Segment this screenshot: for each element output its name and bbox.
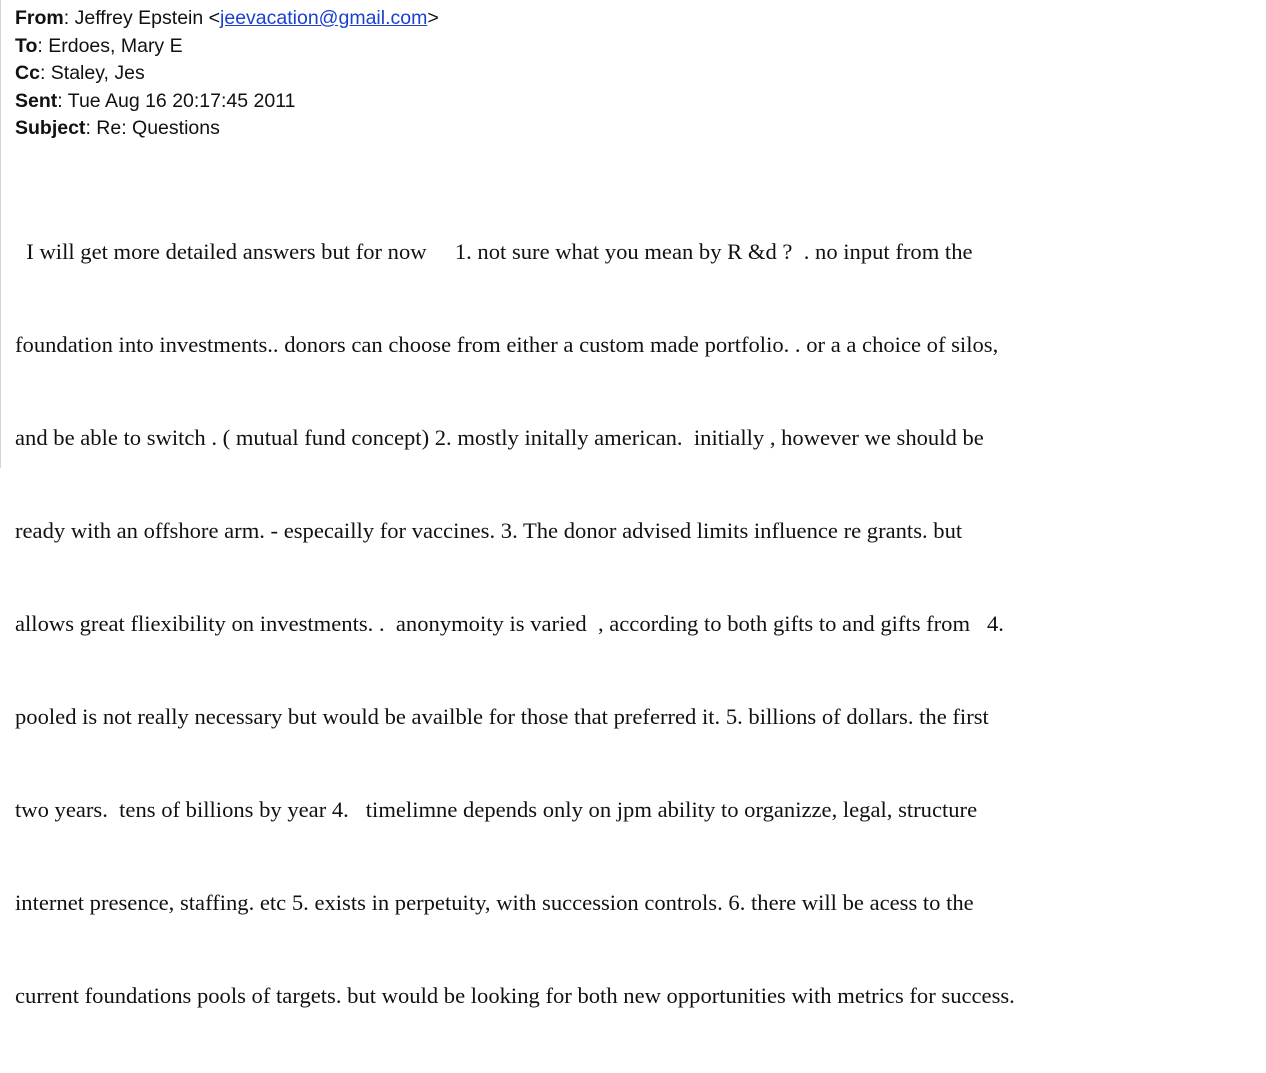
body-line: internet presence, staffing. etc 5. exists in perpetuity, with succession controls. 6. there will be acess to the: [15, 890, 974, 915]
to-row: To: Erdoes, Mary E: [15, 34, 183, 57]
from-row: From: Jeffrey Epstein <jeevacation@gmail.com>: [15, 7, 439, 29]
email-header: [15, 5, 439, 143]
from-name: Jeffrey Epstein <: [74, 7, 221, 29]
cc-row: Cc: Staley, Jes: [15, 62, 145, 84]
subject-value: Re: Questions: [96, 117, 220, 139]
subject-label: Subject: [15, 117, 86, 139]
body-line: ready with an offshore arm. - especailly for vaccines. 3. The donor advised limits influence re grants. but: [15, 518, 963, 543]
to-value: Erdoes, Mary E: [48, 34, 183, 57]
body-line: pooled is not really necessary but would be availble for those that preferred it. 5. billions of dollars. the first: [15, 704, 989, 729]
body-line: two years. tens of billions by year 4. timelimne depends only on jpm ability to organizze, legal, structure: [15, 797, 978, 822]
sent-value: Tue Aug 16 20:17:45 2011: [67, 89, 296, 112]
sent-label: Sent: [15, 89, 58, 112]
body-line: I will get more detailed answers but for now 1. not sure what you mean by R &d ? . no input from the: [15, 239, 973, 264]
body-line: allows great fliexibility on investments. . anonymoity is varied , according to both gifts to and gifts from 4.: [15, 611, 1004, 636]
from-label: From: [15, 7, 64, 29]
body-line: foundation into investments.. donors can choose from either a custom made portfolio. . or a a choice of silos,: [15, 332, 999, 357]
sent-row: Sent: Tue Aug 16 20:17:45 2011: [15, 89, 296, 112]
to-label: To: [15, 34, 38, 57]
body-line: and be able to switch . ( mutual fund concept) 2. mostly initally american. initially , however we should be: [15, 425, 984, 450]
from-email-link[interactable]: jeevacation@gmail.com: [220, 7, 428, 29]
cc-label: Cc: [15, 62, 40, 84]
subject-row: Subject: Re: Questions: [15, 117, 220, 139]
from-suffix: >: [427, 7, 439, 29]
email-body: [15, 174, 1255, 1073]
cc-value: Staley, Jes: [50, 62, 145, 84]
body-line: current foundations pools of targets. but would be looking for both new opportunities with metrics for success.: [15, 983, 1015, 1008]
